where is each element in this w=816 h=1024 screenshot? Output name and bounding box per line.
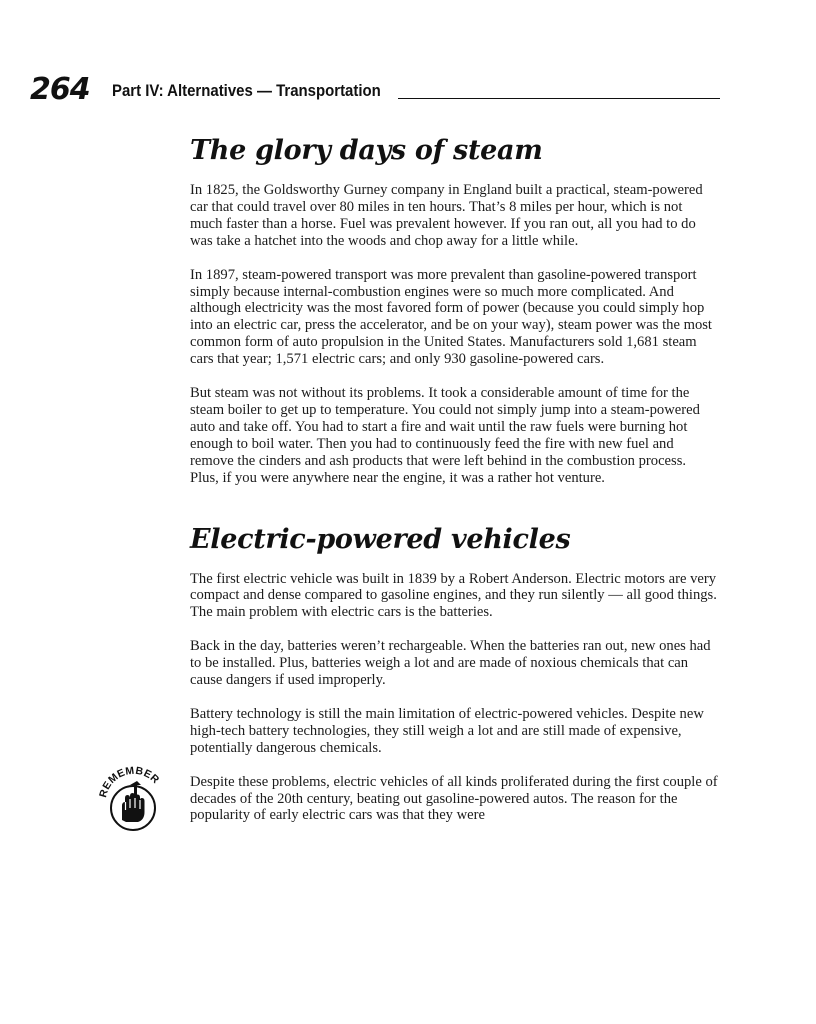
remember-paragraph: Battery technology is still the main limitation of electric-powered vehicles. Despite new high-tech battery technologies, they still weigh a lot and are still made of expensive, potentially dangerous chemicals. [190,705,704,756]
section-heading: The glory days of steam [190,135,543,166]
paragraph: The first electric vehicle was built in 1839 by a Robert Anderson. Electric motors are very compact and dense compared to gasoline engines, and they run silently — all good things. The main problem with electric cars is the batteries. [190,570,717,621]
remember-hand-icon [96,758,168,834]
paragraph: Despite these problems, electric vehicles of all kinds proliferated during the first couple of decades of the 20th century, beating out gasoline-powered autos. The reason for the popularity of early electric cars was that they were [190,773,718,824]
paragraph: But steam was not without its problems. It took a considerable amount of time for the steam boiler to get up to temperature. You could not simply jump into a steam-powered auto and take off. You had to start a fire and wait until the raw fuels were burning hot enough to boil water. Then you had to continuously feed the fire with new fuel and remove the cinders and ash products that were left behind in the combustion process. Plus, if you were anywhere near the engine, it was a rather hot venture. [190,385,700,486]
page-header [30,72,720,108]
remember-label: REMEMBER [97,764,162,799]
header-rule [398,98,720,99]
remember-icon [96,758,168,834]
running-head: Part IV: Alternatives — Transportation [112,81,381,100]
page-content [190,132,718,841]
paragraph: In 1897, steam-powered transport was more prevalent than gasoline-powered transport simply because internal-combustion engines were so much more complicated. And although electricity was the most favored form of power (because you could simply hop into an electric car, press the accelerator, and be on your way), steam power was the most common form of auto propulsion in the United States. Manufacturers sold 1,681 steam cars that year; 1,571 electric cars; and only 930 gasoline-powered cars. [190,266,712,368]
section-electric [190,521,718,825]
paragraph: Back in the day, batteries weren’t rechargeable. When the batteries ran out, new ones had to be installed. Plus, batteries weigh a lot and are made of noxious chemicals that can cause dangers if used improperly. [190,638,711,689]
paragraph: In 1825, the Goldsworthy Gurney company in England built a practical, steam-powered car that could travel over 80 miles in ten hours. That’s 8 miles per hour, which is not much faster than a horse. Fuel was prevalent however. If you ran out, all you had to do was take a hatchet into the woods and chop away for a little while. [190,182,703,249]
section-steam [190,132,718,487]
section-heading: Electric-powered vehicles [190,523,571,555]
page-number: 264 [30,72,90,107]
